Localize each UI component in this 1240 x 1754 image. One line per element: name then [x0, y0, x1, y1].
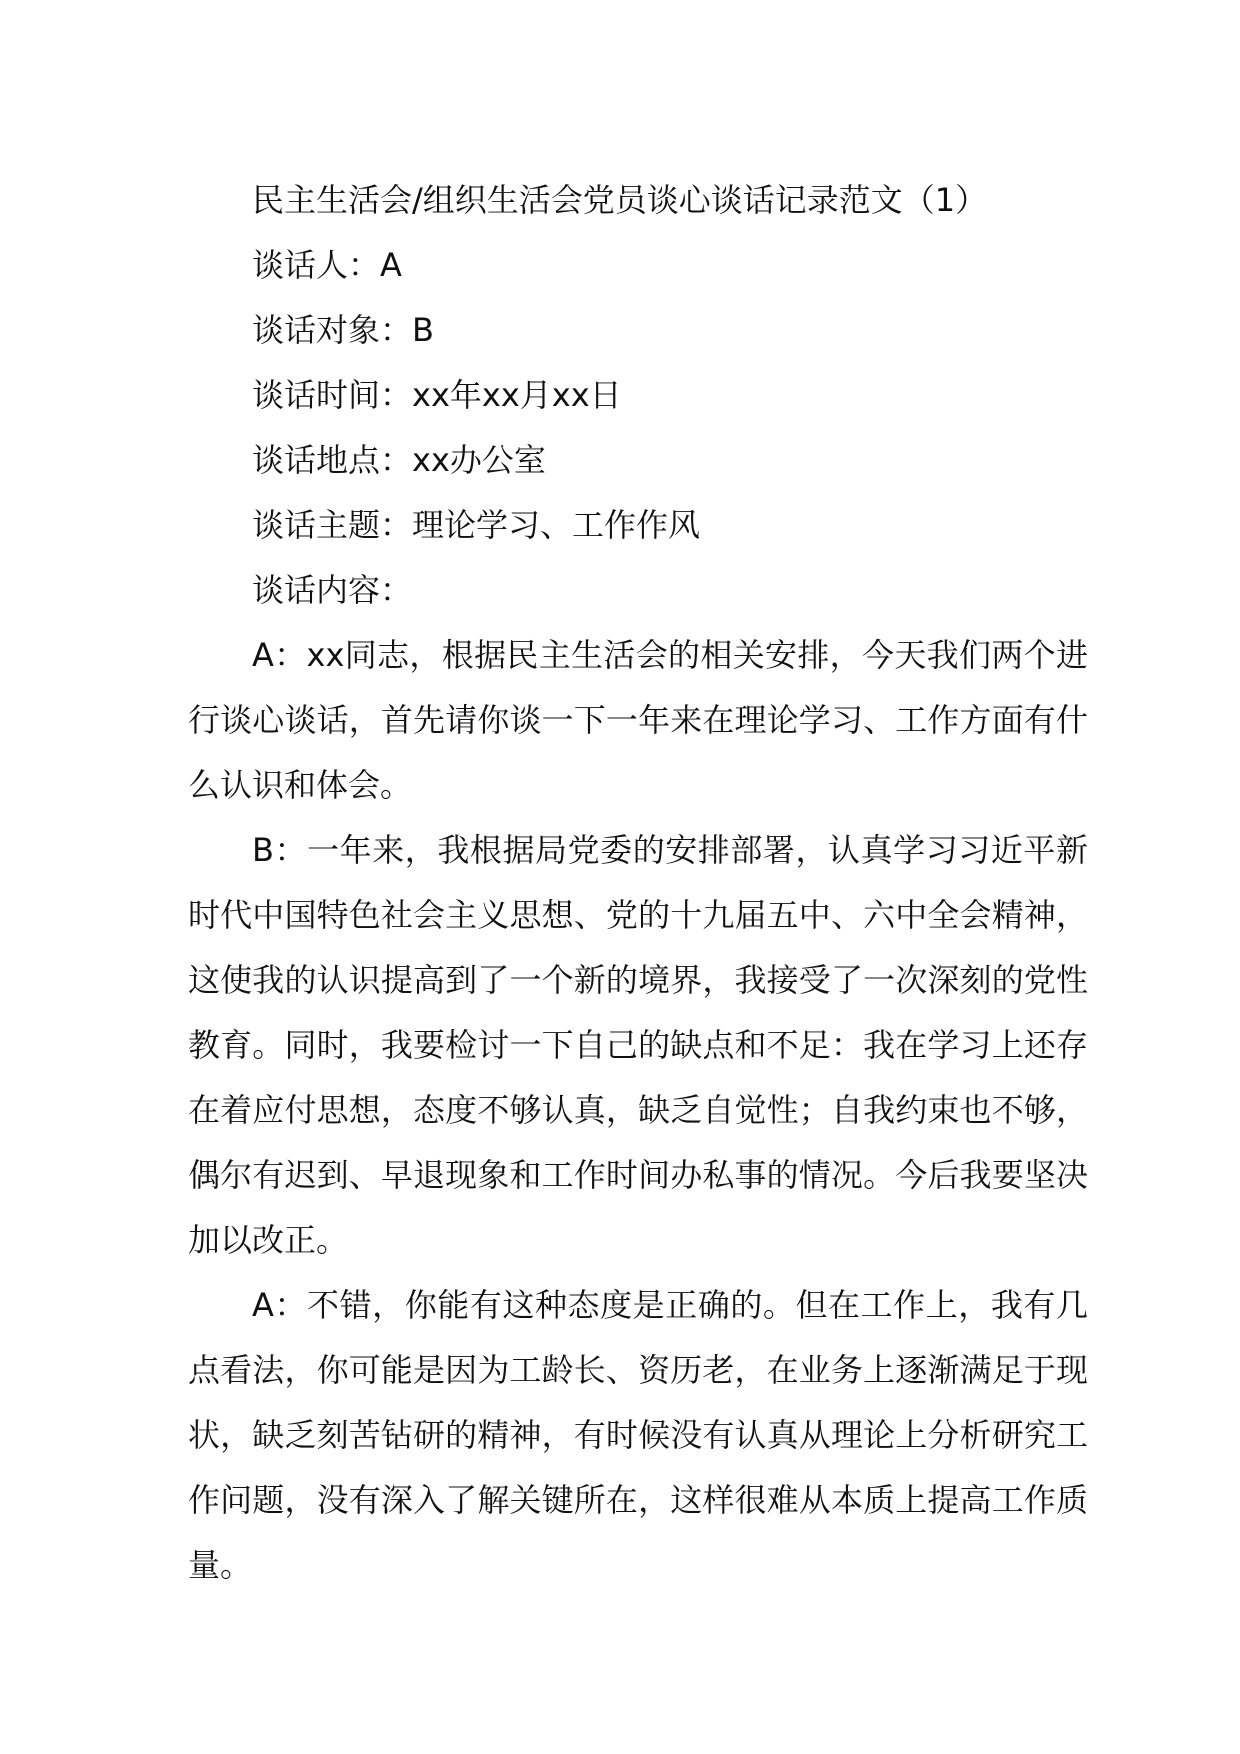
field-topic: 谈话主题：理论学习、工作作风 [252, 506, 701, 544]
field-content-label: 谈话内容： [252, 571, 413, 609]
dialogue-paragraph-a2: A：不错，你能有这种态度是正确的。但在工作上，我有几点看法，你可能是因为工龄长、资历老，在业务上逐渐满足于现状，缺乏刻苦钻研的精神，有时候没有认真从理论上分析研究工作问题，没有深入了解关键所在，这样很难从本质上提高工作质量。 [188, 1286, 1088, 1584]
document-title: 民主生活会/组织生活会党员谈心谈话记录范文（1） [252, 181, 988, 219]
field-location: 谈话地点：xx办公室 [252, 441, 546, 479]
document-body [188, 168, 1088, 1598]
field-speaker: 谈话人：A [252, 246, 402, 284]
dialogue-paragraph-a1: A：xx同志，根据民主生活会的相关安排，今天我们两个进行谈心谈话，首先请你谈一下一年来在理论学习、工作方面有什么认识和体会。 [188, 636, 1088, 804]
field-time: 谈话时间：xx年xx月xx日 [252, 376, 622, 414]
field-interviewee: 谈话对象：B [252, 311, 434, 349]
dialogue-paragraph-b1: B：一年来，我根据局党委的安排部署，认真学习习近平新时代中国特色社会主义思想、党的十九届五中、六中全会精神，这使我的认识提高到了一个新的境界，我接受了一次深刻的党性教育。同时，我要检讨一下自己的缺点和不足：我在学习上还存在着应付思想，态度不够认真，缺乏自觉性；自我约束也不够，偶尔有迟到、早退现象和工作时间办私事的情况。今后我要坚决加以改正。 [188, 831, 1088, 1259]
